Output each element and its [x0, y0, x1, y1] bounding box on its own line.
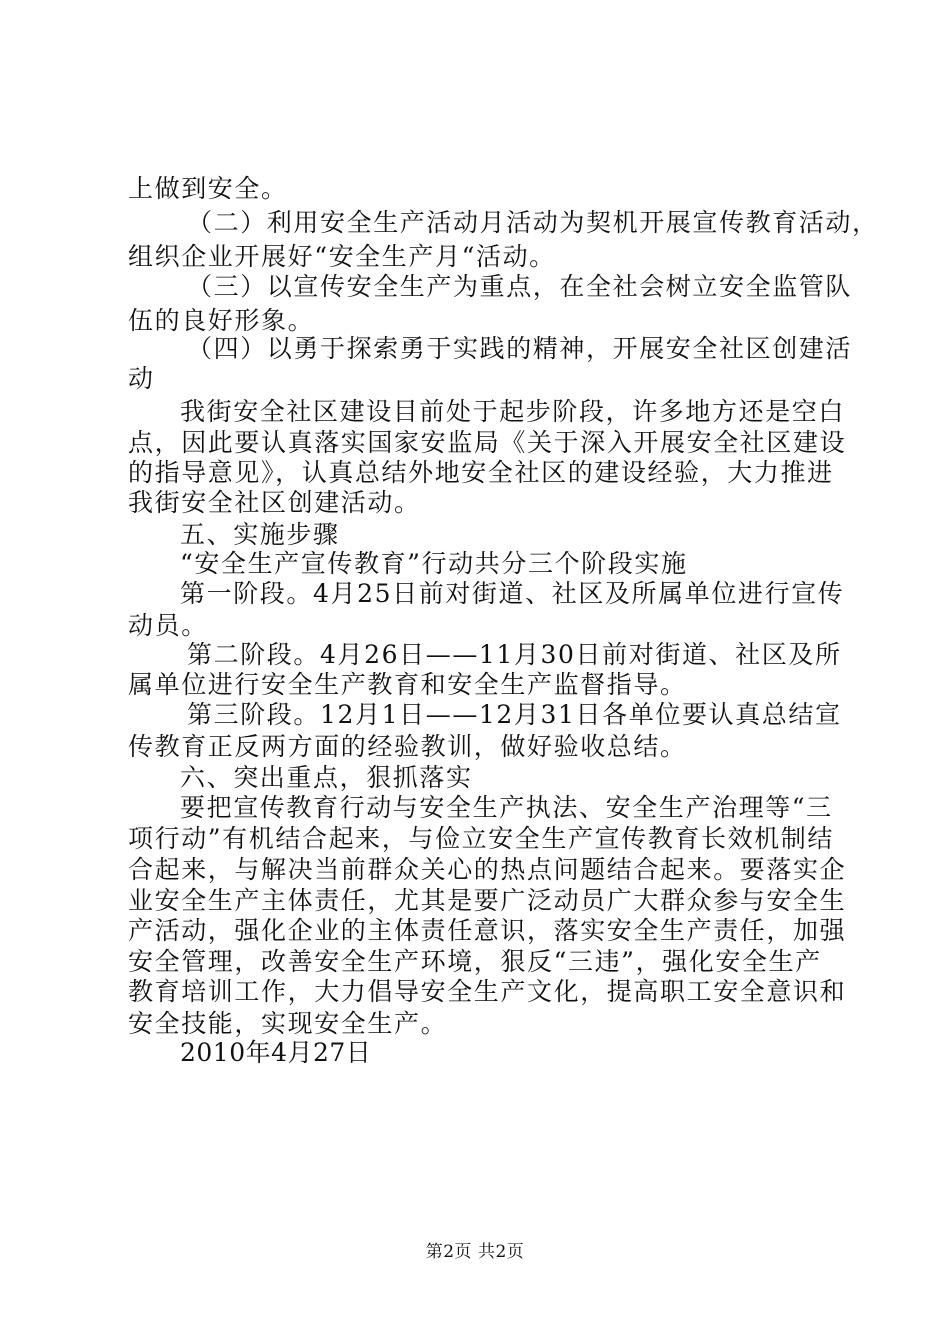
text-line: 动员。: [128, 611, 208, 640]
text-line: 第一阶段。4月25日前对街道、社区及所属单位进行宣传: [180, 579, 845, 608]
text-line: （四）以勇于探索勇于实践的精神，开展安全社区创建活: [187, 334, 853, 363]
text-line: 属单位进行安全生产教育和安全生产监督指导。: [128, 670, 687, 699]
text-line: 项行动”有机结合起来，与俭立安全生产宣传教育长效机制结: [128, 824, 834, 853]
text-line: 安全管理，改善安全生产环境，狠反“三违”，强化安全生产: [128, 947, 822, 976]
document-date: 2010年4月27日: [180, 1038, 372, 1067]
text-line: 合起来，与解决当前群众关心的热点问题结合起来。要落实企: [128, 855, 847, 884]
text-line: 的指导意见》，认真总结外地安全社区的建设经验，大力推进: [128, 458, 834, 487]
text-line: 第二阶段。4月26日——11月30日前对街道、社区及所: [187, 640, 842, 669]
text-line: 我街安全社区建设目前处于起步阶段，许多地方还是空白: [180, 397, 846, 426]
text-line: 组织企业开展好“安全生产月“活动。: [128, 242, 556, 271]
text-line: 产活动，强化企业的主体责任意识，落实安全生产责任，加强: [128, 916, 847, 945]
text-line: 业安全生产主体责任，尤其是要广泛动员广大群众参与安全生: [128, 886, 847, 915]
section-heading: 六、突出重点，狠抓落实: [180, 763, 473, 792]
text-line: 第三阶段。12月1日——12月31日各单位要认真总结宣: [187, 700, 842, 729]
section-heading: 五、实施步骤: [180, 520, 340, 549]
text-line: 上做到安全。: [128, 174, 288, 203]
text-line: 点，因此要认真落实国家安监局《关于深入开展安全社区建设: [128, 428, 847, 457]
text-line: 传教育正反两方面的经验教训，做好验收总结。: [128, 732, 687, 761]
text-line: 要把宣传教育行动与安全生产执法、安全生产治理等“三: [180, 793, 833, 822]
text-line: 动: [128, 364, 155, 393]
text-line: （三）以宣传安全生产为重点，在全社会树立安全监管队: [187, 272, 853, 301]
text-line: 伍的良好形象。: [128, 306, 315, 335]
page-number-footer: 第2页 共2页: [425, 1242, 525, 1262]
text-line: 教育培训工作，大力倡导安全生产文化，提高职工安全意识和: [128, 977, 847, 1006]
text-line: 我街安全社区创建活动。: [128, 488, 421, 517]
text-line: “安全生产宣传教育”行动共分三个阶段实施: [180, 549, 688, 578]
text-line: 安全技能，实现安全生产。: [128, 1009, 448, 1038]
text-line: （二）利用安全生产活动月活动为契机开展宣传教育活动，: [187, 208, 879, 237]
